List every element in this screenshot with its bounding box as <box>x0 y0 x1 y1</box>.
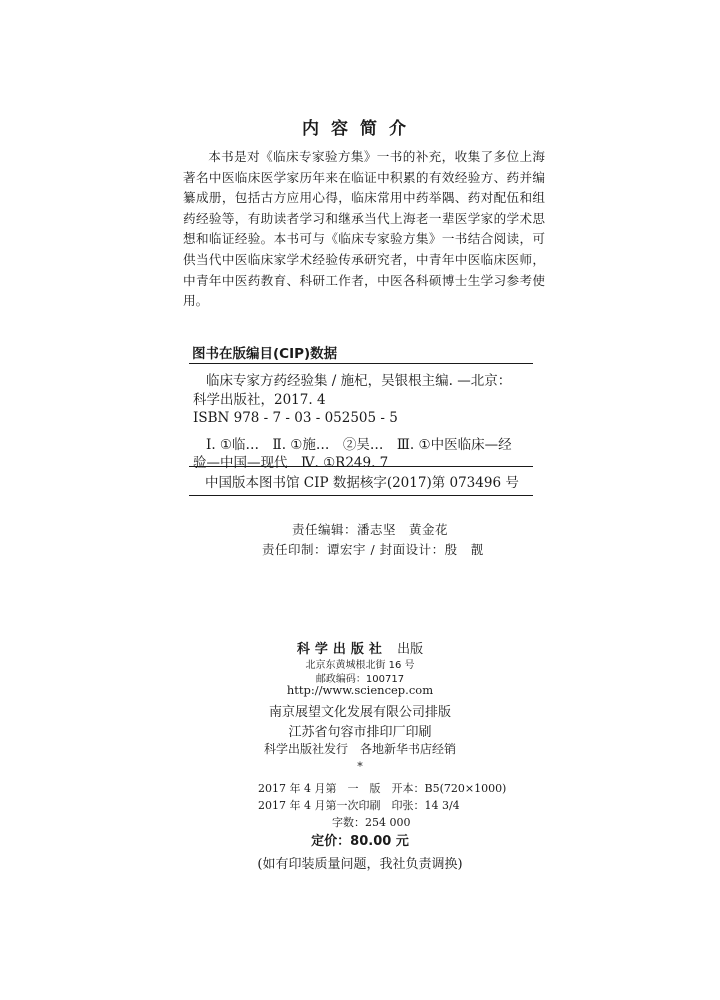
cip-line-5: 验—中国—现代 Ⅳ. ①R249. 7 <box>193 455 389 471</box>
price: 定价：80.00 元 <box>311 834 409 849</box>
publisher-postcode: 邮政编码：100717 <box>315 674 405 685</box>
cip-line-2: 科学出版社，2017. 4 <box>193 391 326 408</box>
word-count: 字数：254 000 <box>332 816 411 829</box>
typesetter: 南京展望文化发展有限公司排版 <box>268 705 451 720</box>
edition-line: 2017 年 4 月第 一 版 开本：B5(720×1000) <box>258 782 507 795</box>
responsible-printing-design: 责任印制：谭宏宇 / 封面设计：殷 靓 <box>262 542 484 557</box>
printing-line: 2017 年 4 月第一次印刷 印张：14 3/4 <box>258 799 460 812</box>
publisher-website: http://www.sciencep.com <box>286 683 434 697</box>
cip-isbn: ISBN 978 - 7 - 03 - 052505 - 5 <box>193 410 398 426</box>
publisher-address: 北京东黄城根北街 16 号 <box>305 660 415 671</box>
responsible-editors: 责任编辑：潘志坚 黄金花 <box>292 522 449 537</box>
distributor: 科学出版社发行 各地新华书店经销 <box>263 742 456 756</box>
cip-record <box>193 372 526 473</box>
publisher-suffix: 出版 <box>397 642 424 657</box>
publisher-name: 科学出版社 <box>296 642 387 657</box>
summary-paragraph: 本书是对《临床专家验方集》一书的补充，收集了多位上海著名中医临床医学家历年来在临证中积累的有效经验方、药并编纂成册，包括古方应用心得，临床常用中药举隅、药对配伍和组药经验等，有助读者学习和继承当代上海老一辈医学家的学术思想和临证经验。本书可与《临床专家验方集》一书结合阅读，可供当代中医临床家学术经验传承研究者，中青年中医临床医师，中青年中医药教育、科研工作者，中医各科硕博士生学习参考使用。 <box>183 149 545 309</box>
cip-verify-number: 中国版本图书馆 CIP 数据核字(2017)第 073496 号 <box>205 475 519 491</box>
cip-heading: 图书在版编目(CIP)数据 <box>192 346 338 362</box>
summary-text <box>183 147 545 312</box>
printer: 江苏省句容市排印厂印刷 <box>288 725 432 740</box>
cip-top-rule <box>189 363 533 364</box>
summary-title: 内容简介 <box>302 119 418 139</box>
quality-note: (如有印装质量问题，我社负责调换) <box>257 857 463 872</box>
cip-bottom-rule <box>189 495 533 496</box>
publisher-line <box>0 638 720 657</box>
cip-line-1: 临床专家方药经验集 / 施杞，吴银根主编. —北京： <box>206 373 512 389</box>
cip-line-4: Ⅰ. ①临… Ⅱ. ①施… ②吴… Ⅲ. ①中医临床—经 <box>206 436 512 453</box>
cip-mid-rule <box>189 466 533 467</box>
separator-star: * <box>357 760 363 773</box>
